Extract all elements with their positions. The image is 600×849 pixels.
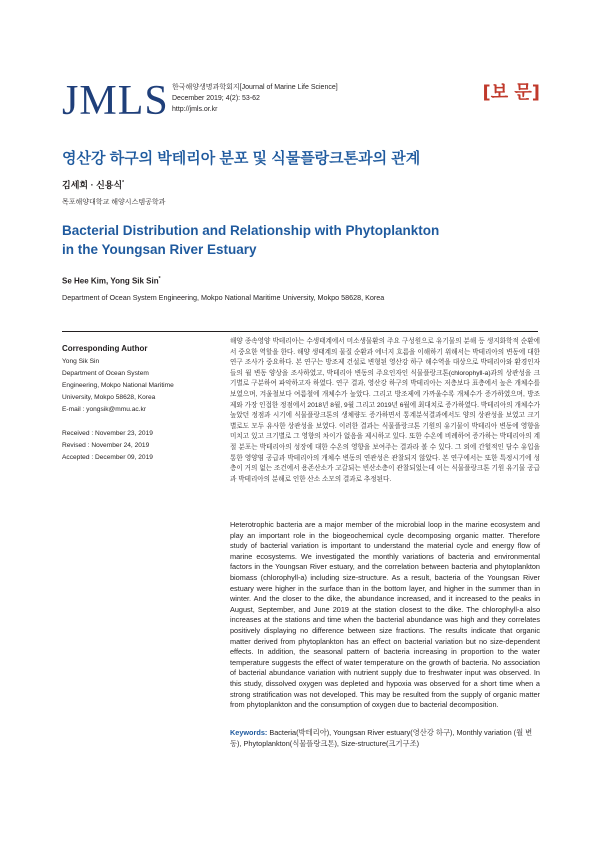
accepted-date: Accepted : December 09, 2019 xyxy=(62,454,153,461)
journal-name: 한국해양생명과학회지[Journal of Marine Life Science] xyxy=(172,84,338,91)
article-dates xyxy=(62,428,222,464)
english-title xyxy=(62,221,502,259)
received-date: Received : November 23, 2019 xyxy=(62,430,153,437)
article-type-tag: [보 문] xyxy=(482,82,540,103)
corresponding-author-box xyxy=(62,342,222,464)
journal-meta xyxy=(172,82,338,115)
section-divider xyxy=(62,331,538,332)
corresponding-line: University, Mokpo 58628, Korea xyxy=(62,394,156,401)
english-author-names: Se Hee Kim, Yong Sik Sin xyxy=(62,276,159,286)
korean-author-names: 김세희 · 신용식 xyxy=(62,180,123,190)
keywords-label: Keywords: xyxy=(230,728,268,737)
corresponding-line: Yong Sik Sin xyxy=(62,358,100,365)
english-authors xyxy=(62,276,161,286)
journal-header xyxy=(62,76,540,126)
keywords xyxy=(230,727,540,749)
korean-title: 영산강 하구의 박테리아 분포 및 식물플랑크톤과의 관계 xyxy=(62,150,421,167)
corresponding-email: E-mail : yongsik@mmu.ac.kr xyxy=(62,406,147,413)
korean-affiliation: 목포해양대학교 해양시스템공학과 xyxy=(62,199,166,206)
korean-authors xyxy=(62,178,124,191)
english-title-line-2: in the Youngsan River Estuary xyxy=(62,242,257,257)
corresponding-line: Department of Ocean System xyxy=(62,370,149,377)
korean-abstract: 해양 종속영양 박테리아는 수생태계에서 미소생물환의 주요 구성원으로 유기물의 분해 등 생지화학적 순환에서 중요한 역할을 한다. 해양 생태계의 물질 순환과 에너지 흐름을 이해하기 위해서는 박테리아의 변동에 대한 연구 조사가 중요하다. 본 연구는 방조제 건설로 변형된 영산강 하구 해수역을 대상으로 박테리아와 환경인자들의 월 변동 양상을 조사하였고, 박테리아 변동의 주요인자인 식물플랑크톤(chlorophyll-a)과의 상관성을 크기별로 구분하여 파악하고자 하였다. 연구 결과, 영산강 하구의 박테리아는 저층보다 표층에서 높은 개체수를 보였으며, 겨울철보다 여름철에 개체수가 높았다. 그리고 방조제에 가까울수록 개체수가 증가하였으며, 방조제와 가장 인접한 정점에서 2018년 8월, 9월 그리고 2019년 6월에 최대치로 증가하였다. 박테리아의 개체수가 높았던 정점과 시기에 식물플랑크톤의 생체량도 증가하면서 통계분석결과에서도 양의 상관성을 보였고 크기별로도 모두 유사한 상관성을 보였다. 이러한 결과는 식물플랑크톤 기원의 유기물이 박테리아 변동에 영향을 미치고 있고 크기별로 그 영향의 차이가 없음을 제시하고 있다. 또한 수온에 비례하여 증가하는 박테리아의 계절 분포는 박테리아의 성장에 대한 수온의 영향을 보여주는 결과라 볼 수 있다. 그 외에 간헐적인 담수 유입을 통한 영양염 공급과 박테리아의 개체수 변동의 연관성은 관찰되지 않았다. 본 연구에서는 또한 특정시기에 성층이 거의 없는 조건에서 용존산소가 고갈되는 빈산소층이 관찰되었는데 이는 식물플랑크톤 기원 유기물 공급과 박테리아의 분해로 인한 산소 소모의 결과로 추정된다. xyxy=(230,338,540,483)
english-title-line-1: Bacterial Distribution and Relationship with Phytoplankton xyxy=(62,223,440,238)
corresponding-mark: * xyxy=(122,180,125,186)
corresponding-heading: Corresponding Author xyxy=(62,344,148,353)
corresponding-mark: * xyxy=(158,276,161,282)
issue-info: December 2019; 4(2): 53-62 xyxy=(172,95,260,102)
journal-logo: JMLS xyxy=(62,78,169,124)
english-abstract: Heterotrophic bacteria are a major member of the microbial loop in the marine ecosystem and play an important role in the biogeochemical cycle decomposing organic matter. Therefore study of bacterial variation is important to understand the material cycle and energy flow of marine ecosystems. We investigated the monthly variations of bacteria and environmental factors in the Youngsan River estuary, and the correlation between bacteria and phytoplankton biomass (chlorophyll-a) including size-structure. As a result, bacteria of the Youngsan River estuary were higher in the surface than in the bottom layer, and higher in the summer than in winter. And the closer to the dike, the abundance increased, and it increased to the peaks in August, September, and June 2019 at the station closest to the dike. The chlorophyll-a also increases at the stations and time when the bacterial abundance was high and they correlates positively displaying no difference between size fractions. The results indicate that organic matter derived from phytoplankton has an effect on bacterial variation but no size-dependent effects. In addition, the seasonal pattern of bacteria increasing in proportion to the water temperature suggests the effect of water temperature on the growth of bacteria. No association of bacterial abundance variation with nutrient supply due to freshwater input was observed. In this study, dissolved oxygen was depleted and hypoxia was observed for a short time when a strong stratification was not developed. This may be resulted from the supply of organic matter from phytoplankton and the consumption of oxygen due to bacterial decomposition. xyxy=(230,520,540,710)
english-affiliation: Department of Ocean System Engineering, Mokpo National Maritime University, Mokpo 58628, Korea xyxy=(62,293,385,302)
revised-date: Revised : November 24, 2019 xyxy=(62,442,150,449)
journal-url: http://jmls.or.kr xyxy=(172,106,218,113)
corresponding-line: Engineering, Mokpo National Maritime xyxy=(62,382,174,389)
keywords-text: Bacteria(박테리아), Youngsan River estuary(영산강 하구), Monthly variation (월 변동), Phytoplankton(식물플랑크톤), Size-structure(크기구조) xyxy=(230,728,533,748)
